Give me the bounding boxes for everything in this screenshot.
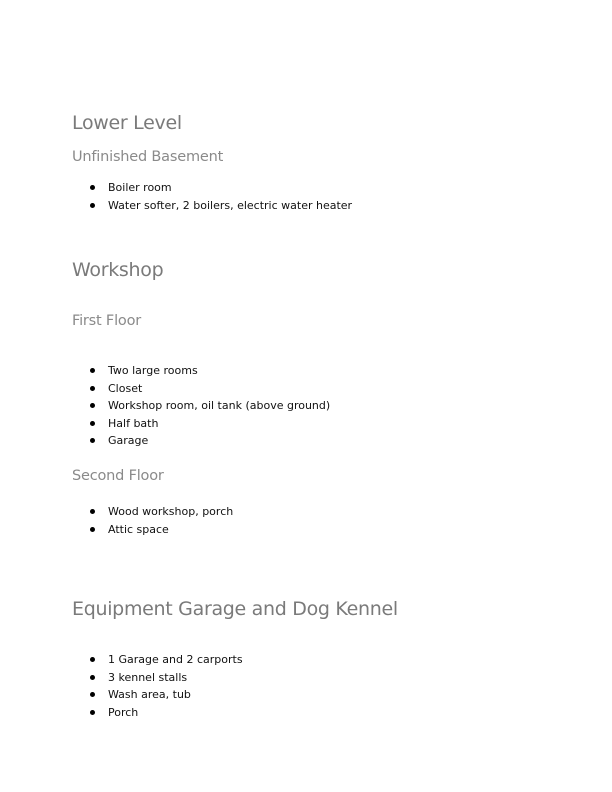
list-item: Garage <box>72 432 330 450</box>
list-equipment-garage <box>72 651 243 721</box>
bullet-icon <box>90 692 95 697</box>
heading-lower-level: Lower Level <box>72 112 182 134</box>
list-item: Wash area, tub <box>72 686 243 704</box>
bullet-icon <box>90 386 95 391</box>
list-item: Closet <box>72 380 330 398</box>
bullet-icon <box>90 203 95 208</box>
bullet-icon <box>90 527 95 532</box>
bullet-icon <box>90 185 95 190</box>
bullet-icon <box>90 421 95 426</box>
list-item: Wood workshop, porch <box>72 503 233 521</box>
list-item: Workshop room, oil tank (above ground) <box>72 397 330 415</box>
bullet-icon <box>90 710 95 715</box>
list-item: Attic space <box>72 521 233 539</box>
list-second-floor <box>72 503 233 538</box>
list-item: Water softer, 2 boilers, electric water heater <box>72 197 352 215</box>
list-item: Two large rooms <box>72 362 330 380</box>
bullet-icon <box>90 657 95 662</box>
heading-workshop: Workshop <box>72 259 164 281</box>
bullet-icon <box>90 368 95 373</box>
list-item: 3 kennel stalls <box>72 669 243 687</box>
bullet-icon <box>90 438 95 443</box>
bullet-icon <box>90 403 95 408</box>
list-item: Boiler room <box>72 179 352 197</box>
list-item: 1 Garage and 2 carports <box>72 651 243 669</box>
heading-equipment-garage: Equipment Garage and Dog Kennel <box>72 598 398 620</box>
list-item: Porch <box>72 704 243 722</box>
bullet-icon <box>90 509 95 514</box>
subheading-first-floor: First Floor <box>72 313 141 329</box>
list-first-floor <box>72 362 330 450</box>
list-unfinished-basement <box>72 179 352 214</box>
subheading-second-floor: Second Floor <box>72 468 164 484</box>
subheading-unfinished-basement: Unfinished Basement <box>72 149 224 165</box>
bullet-icon <box>90 675 95 680</box>
list-item: Half bath <box>72 415 330 433</box>
